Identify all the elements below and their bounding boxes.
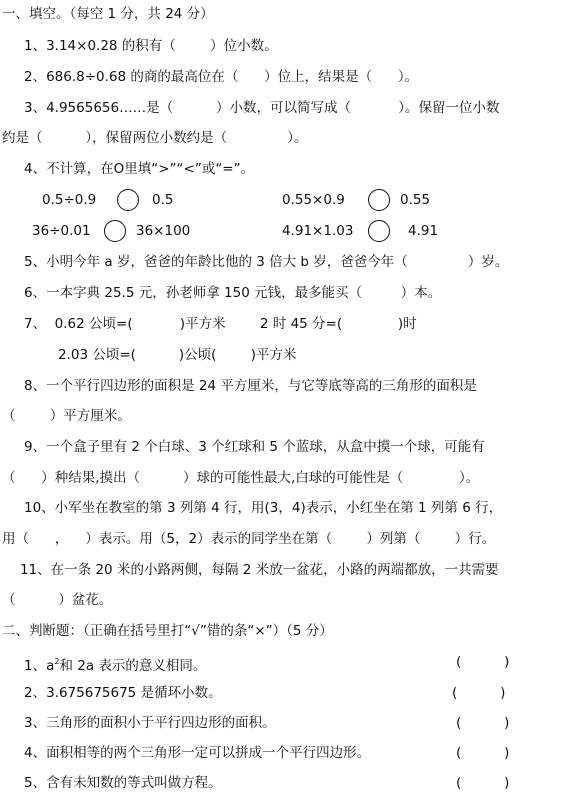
compare-a-right: 0.5 <box>152 192 174 208</box>
compare-c-circle[interactable] <box>104 220 126 242</box>
compare-c-left: 36÷0.01 <box>32 223 91 239</box>
judge-item-2-answer[interactable]: ( ) <box>452 685 506 701</box>
compare-d-right: 4.91 <box>408 223 439 239</box>
question-2: 2、686.8÷0.68 的商的最高位在（ ）位上，结果是（ ）。 <box>24 69 419 85</box>
judge-item-3-text: 3、三角形的面积小于平行四边形的面积。 <box>24 715 276 731</box>
question-9-line2: （ ）种结果,摸出（ ）球的可能性最大,白球的可能性是（ ）。 <box>2 470 480 486</box>
compare-d-circle[interactable] <box>368 220 390 242</box>
question-1: 1、3.14×0.28 的积有（ ）位小数。 <box>24 38 278 54</box>
compare-b-right: 0.55 <box>400 192 431 208</box>
question-6: 6、一本字典 25.5 元，孙老师拿 150 元钱，最多能买（ ）本。 <box>24 285 442 301</box>
judge-item-1-answer[interactable]: ( ) <box>456 654 510 670</box>
judge-item-2-text: 2、3.675675675 是循环小数。 <box>24 685 222 701</box>
question-10-line2: 用（ ， ）表示。用（5，2）表示的同学坐在第（ ）列第（ ）行。 <box>2 531 496 547</box>
judge-item-4-text: 4、面积相等的两个三角形一定可以拼成一个平行四边形。 <box>24 745 371 761</box>
question-4: 4、不计算，在O里填“>”“<”或“=”。 <box>24 161 255 177</box>
question-5: 5、小明今年 a 岁，爸爸的年龄比他的 3 倍大 b 岁，爸爸今年（ ）岁。 <box>24 254 509 270</box>
judge-item-5-text: 5、含有未知数的等式叫做方程。 <box>24 775 222 791</box>
compare-d-left: 4.91×1.03 <box>282 223 354 239</box>
question-8-line1: 8、一个平行四边形的面积是 24 平方厘米，与它等底等高的三角形的面积是 <box>24 378 477 394</box>
judge-item-4-answer[interactable]: ( ) <box>456 745 510 761</box>
judge-item-1-text: 1、$a^2$和 2a 表示的意义相同。 <box>24 657 207 674</box>
question-3-line1: 3、4.9565656……是（ ）小数，可以简写成（ ）。保留一位小数 <box>24 100 500 116</box>
compare-a-left: 0.5÷0.9 <box>42 192 97 208</box>
section1-title: 一、填空。（每空 1 分，共 24 分） <box>2 6 214 22</box>
section2-title: 二、判断题：（正确在括号里打“√”错的条“×”）（5 分） <box>2 623 333 639</box>
question-9-line1: 9、一个盒子里有 2 个白球、3 个红球和 5 个蓝球，从盒中摸一个球，可能有 <box>24 439 485 455</box>
compare-b-left: 0.55×0.9 <box>282 192 345 208</box>
judge-item-3-answer[interactable]: ( ) <box>456 715 510 731</box>
compare-b-circle[interactable] <box>368 189 390 211</box>
compare-c-right: 36×100 <box>136 223 191 239</box>
compare-a-circle[interactable] <box>117 189 139 211</box>
question-3-line2: 约是（ ），保留两位小数约是（ ）。 <box>2 130 308 146</box>
question-11-line2: （ ）盆花。 <box>2 592 113 608</box>
question-11-line1: 11、在一条 20 米的小路两侧，每隔 2 米放一盆花，小路的两端都放，一共需要 <box>20 562 499 578</box>
judge-item-5-answer[interactable]: ( ) <box>456 775 510 791</box>
question-8-line2: （ ）平方厘米。 <box>2 408 131 424</box>
question-7-line2: 2.03 公顷=( )公顷( )平方米 <box>58 347 297 363</box>
question-7-line1: 7、 0.62 公顷=( )平方米 2 时 45 分=( )时 <box>24 316 417 332</box>
question-10-line1: 10、小军坐在教室的第 3 列第 4 行，用(3，4)表示，小红坐在第 1 列第 6 行， <box>24 500 503 516</box>
